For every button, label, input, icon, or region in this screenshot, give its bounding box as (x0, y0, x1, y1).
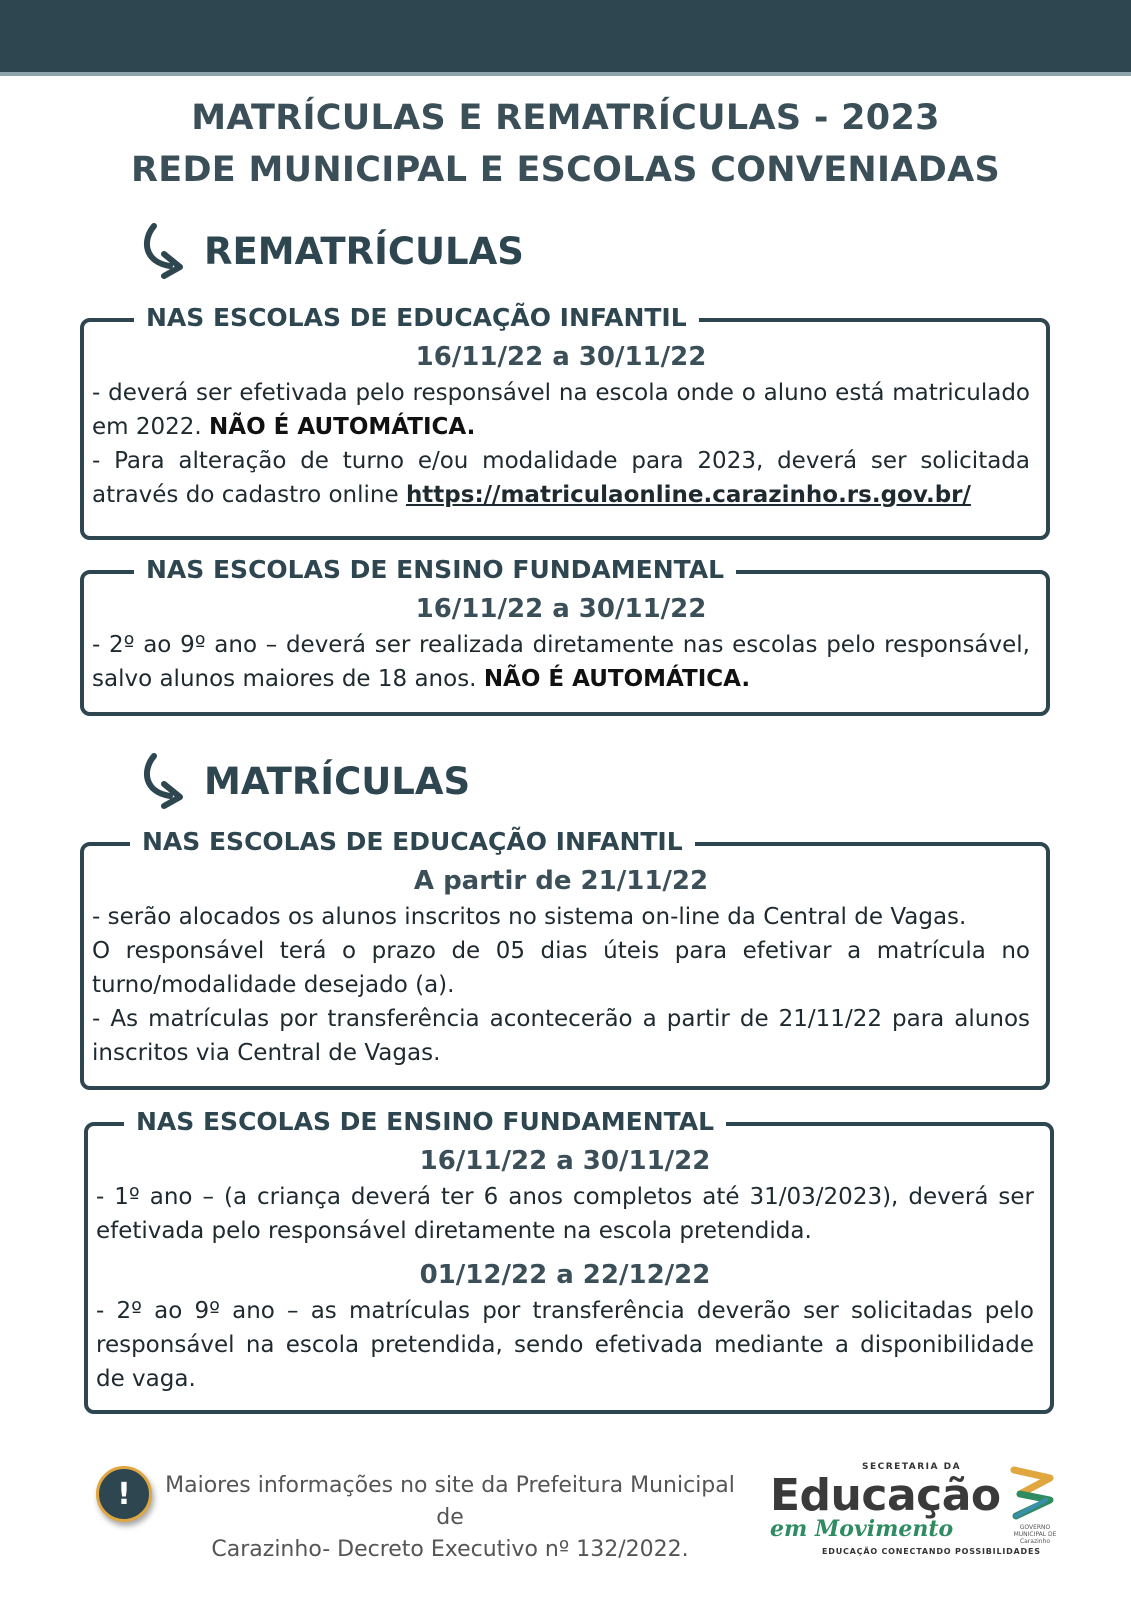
rematriculas-infantil-box (80, 303, 1050, 540)
paragraph-bold: NÃO É AUTOMÁTICA. (483, 666, 751, 692)
logo-tagline: EDUCAÇÃO CONECTANDO POSSIBILIDADES (822, 1547, 1041, 1556)
footer-line2: Carazinho- Decreto Executivo nº 132/2022. (211, 1537, 689, 1562)
curved-arrow-icon (140, 222, 190, 280)
top-banner-divider (0, 72, 1131, 76)
gov-line: MUNICIPAL DE (1013, 1531, 1057, 1538)
matriculas-fundamental-box (84, 1107, 1054, 1414)
date-range: 16/11/22 a 30/11/22 (419, 1146, 711, 1176)
footer-info (160, 1470, 740, 1566)
paragraph-bold: NÃO É AUTOMÁTICA. (209, 414, 476, 440)
box-legend: NAS ESCOLAS DE EDUCAÇÃO INFANTIL (130, 827, 695, 856)
matricula-online-link[interactable]: https://matriculaonline.carazinho.rs.gov.br/ (405, 482, 971, 508)
date-range: 01/12/22 a 22/12/22 (419, 1260, 711, 1290)
paragraph: O responsável terá o prazo de 05 dias úteis para efetivar a matrícula no turno/modalidade desejado (a). (92, 938, 1030, 998)
logo-small-text: SECRETARIA DA (862, 1462, 962, 1472)
rematriculas-heading (140, 222, 524, 280)
logo-main-text: Educação (770, 1470, 1001, 1521)
educacao-logo (770, 1462, 1070, 1560)
paragraph-text: - Para alteração de turno e/ou modalidade para 2023, deverá ser solicitada através do cadastro online (92, 448, 1030, 508)
curved-arrow-icon (140, 752, 190, 810)
date-range: A partir de 21/11/22 (413, 866, 709, 896)
gov-line: GOVERNO (1019, 1524, 1051, 1531)
box-legend: NAS ESCOLAS DE ENSINO FUNDAMENTAL (134, 555, 736, 584)
paragraph: - 2º ao 9º ano – as matrículas por transferência deverão ser solicitadas pelo responsável na escola pretendida, sendo efetivada mediante a disponibilidade de vaga. (96, 1298, 1034, 1392)
rematriculas-fundamental-box (80, 555, 1050, 716)
box-legend: NAS ESCOLAS DE EDUCAÇÃO INFANTIL (134, 303, 699, 332)
paragraph: - 1º ano – (a criança deverá ter 6 anos completos até 31/03/2023), deverá ser efetivada pelo responsável diretamente na escola pretendida. (96, 1184, 1034, 1244)
paragraph (92, 628, 1030, 696)
logo-gov-text (1010, 1524, 1060, 1545)
exclamation-icon: ! (96, 1466, 152, 1522)
paragraph-text: - 2º ao 9º ano – deverá ser realizada diretamente nas escolas pelo responsável, salvo alunos maiores de 18 anos. (92, 632, 1030, 692)
rematriculas-heading-label: REMATRÍCULAS (204, 229, 524, 273)
matriculas-heading-label: MATRÍCULAS (204, 759, 471, 803)
matriculas-heading (140, 752, 470, 810)
matriculas-infantil-box (80, 827, 1050, 1090)
paragraph-text: - deverá ser efetivada pelo responsável na escola onde o aluno está matriculado em 2022. (92, 380, 1030, 440)
logo-script-text: em Movimento (770, 1516, 954, 1542)
top-banner (0, 0, 1131, 72)
box-legend: NAS ESCOLAS DE ENSINO FUNDAMENTAL (124, 1107, 726, 1136)
date-range: 16/11/22 a 30/11/22 (415, 594, 707, 624)
footer-line1: Maiores informações no site da Prefeitura Municipal de (165, 1473, 735, 1530)
gov-line: Carazinho (1019, 1538, 1051, 1545)
paragraph (92, 444, 1030, 512)
paragraph: - As matrículas por transferência acontecerão a partir de 21/11/22 para alunos inscritos via Central de Vagas. (92, 1006, 1030, 1066)
paragraph: - serão alocados os alunos inscritos no sistema on-line da Central de Vagas. (92, 904, 967, 930)
carazinho-emblem-icon (1010, 1464, 1056, 1522)
date-range: 16/11/22 a 30/11/22 (415, 342, 707, 372)
page-title-line2: REDE MUNICIPAL E ESCOLAS CONVENIADAS (130, 150, 1000, 190)
paragraph (92, 376, 1030, 444)
page-title-line1: MATRÍCULAS E REMATRÍCULAS - 2023 (191, 98, 940, 138)
